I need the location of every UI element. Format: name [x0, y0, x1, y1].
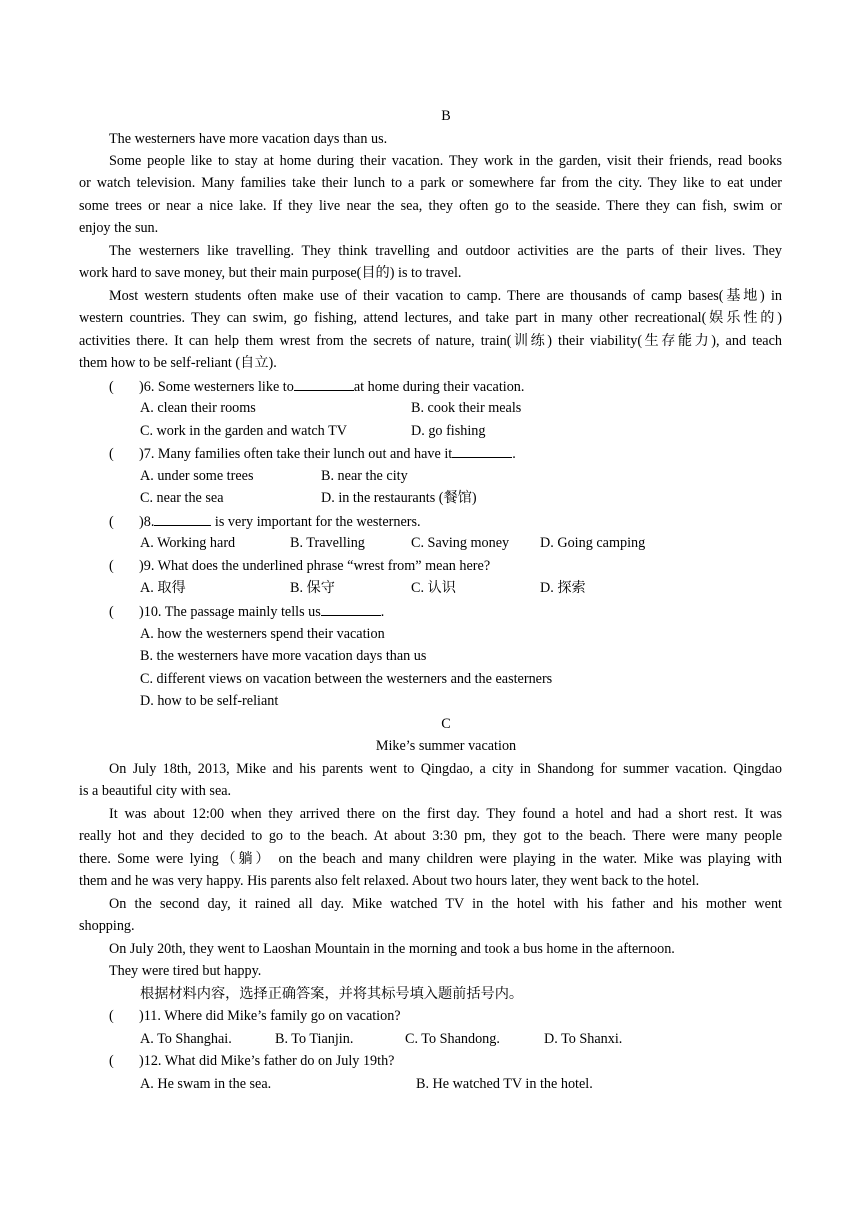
section-c-title: Mike’s summer vacation — [375, 738, 517, 754]
question-11-stem: ( )11. Where did Mike’s family go on vacation? — [109, 1008, 401, 1024]
section-b-paragraph-2-line: or watch television. Many families take their lunch to a park or somewhere far from the city. They like to eat under — [79, 175, 782, 191]
question-10-stem: ( )10. The passage mainly tells us . — [109, 601, 384, 622]
question-6-option-d: D. go fishing — [411, 423, 486, 439]
question-6-option-b: B. cook their meals — [411, 400, 522, 416]
section-c-paragraph-1-line: On July 18th, 2013, Mike and his parents went to Qingdao, a city in Shandong for summer vacation. Qingdao — [109, 761, 782, 777]
question-8-option-d: D. Going camping — [540, 535, 646, 551]
answer-blank — [321, 601, 381, 616]
question-11-option-c: C. To Shandong. — [405, 1031, 500, 1047]
section-c-paragraph-2-line: them and he was very happy. His parents also felt relaxed. About two hours later, they went back to the hotel. — [79, 873, 700, 889]
section-b-heading: B — [441, 108, 451, 124]
question-7-option-c: C. near the sea — [140, 490, 224, 506]
section-c-paragraph-5: They were tired but happy. — [109, 963, 262, 979]
question-9-option-c: C. 认识 — [411, 580, 456, 596]
question-7-option-a: A. under some trees — [140, 468, 254, 484]
question-10-option-b: B. the westerners have more vacation days than us — [140, 648, 427, 664]
question-11-option-a: A. To Shanghai. — [140, 1031, 232, 1047]
answer-blank — [154, 511, 211, 526]
section-b-paragraph-4-line: them how to be self-reliant (自立). — [79, 355, 277, 371]
answer-paren: ( — [109, 379, 114, 395]
section-c-paragraph-3-line: On the second day, it rained all day. Mike watched TV in the hotel with his father and his mother went — [109, 896, 782, 912]
question-8-stem: ( )8. is very important for the westerners. — [109, 511, 421, 532]
question-7-stem: ( )7. Many families often take their lunch out and have it . — [109, 443, 516, 464]
question-11-option-b: B. To Tianjin. — [275, 1031, 354, 1047]
section-b-paragraph-3-line: The westerners like travelling. They think travelling and outdoor activities are the parts of their lives. They — [109, 243, 782, 259]
section-b-paragraph-4-line: activities there. It can help them wrest from the secrets of nature, train(训练) their viability(生存能力), and teach — [79, 333, 782, 349]
section-b-paragraph-4-line: western countries. They can swim, go fishing, attend lectures, and take part in many other recreational(娱乐性的) — [79, 310, 782, 326]
section-b-paragraph-2-line: Some people like to stay at home during their vacation. They work in the garden, visit their friends, read books — [109, 153, 782, 169]
answer-paren: ( — [109, 558, 114, 574]
question-11-option-d: D. To Shanxi. — [544, 1031, 623, 1047]
section-b-paragraph-1: The westerners have more vacation days than us. — [109, 131, 388, 147]
section-c-paragraph-2-line: It was about 12:00 when they arrived there on the first day. They found a hotel and had a short rest. It was — [109, 806, 782, 822]
question-6-stem: ( )6. Some westerners like to at home during their vacation. — [109, 376, 524, 397]
question-9-option-a: A. 取得 — [140, 580, 186, 596]
section-b-paragraph-4-line: Most western students often make use of their vacation to camp. There are thousands of camp bases(基地) in — [109, 288, 782, 304]
question-12-option-a: A. He swam in the sea. — [140, 1076, 272, 1092]
question-10-option-c: C. different views on vacation between the westerners and the easterners — [140, 671, 553, 687]
section-c-paragraph-2-line: really hot and they decided to go to the beach. At about 3:30 pm, they got to the beach. There were many people — [79, 828, 782, 844]
section-b-paragraph-3-line: work hard to save money, but their main purpose(目的) is to travel. — [79, 265, 462, 281]
section-c-heading: C — [441, 716, 451, 732]
question-6-option-c: C. work in the garden and watch TV — [140, 423, 347, 439]
question-9-option-d: D. 探索 — [540, 580, 586, 596]
answer-paren: ( — [109, 604, 114, 620]
question-7-option-d: D. in the restaurants (餐馆) — [321, 490, 477, 506]
answer-paren: ( — [109, 1008, 114, 1024]
question-12-option-b: B. He watched TV in the hotel. — [416, 1076, 593, 1092]
question-9-stem: ( )9. What does the underlined phrase “wrest from” mean here? — [109, 558, 491, 574]
section-c-paragraph-1-line: is a beautiful city with sea. — [79, 783, 232, 799]
answer-blank — [452, 443, 512, 458]
question-8-option-c: C. Saving money — [411, 535, 510, 551]
question-10-option-a: A. how the westerners spend their vacation — [140, 626, 385, 642]
section-b-paragraph-2-line: enjoy the sun. — [79, 220, 159, 236]
answer-blank — [294, 376, 354, 391]
question-6-option-a: A. clean their rooms — [140, 400, 256, 416]
question-10-option-d: D. how to be self-reliant — [140, 693, 279, 709]
answer-paren: ( — [109, 1053, 114, 1069]
question-7-option-b: B. near the city — [321, 468, 408, 484]
answer-paren: ( — [109, 514, 114, 530]
section-c-paragraph-2-line: there. Some were lying（躺） on the beach and many children were playing in the water. Mike was playing with — [79, 851, 782, 867]
section-c-instruction: 根据材料内容，选择正确答案，并将其标号填入题前括号内。 — [140, 986, 524, 1002]
section-b-paragraph-2-line: some trees or near a nice lake. If they live near the sea, they often go to the seaside. There they can fish, swim or — [79, 198, 782, 214]
question-8-option-a: A. Working hard — [140, 535, 236, 551]
question-9-option-b: B. 保守 — [290, 580, 335, 596]
section-c-paragraph-4: On July 20th, they went to Laoshan Mountain in the morning and took a bus home in the afternoon. — [109, 941, 675, 957]
answer-paren: ( — [109, 446, 114, 462]
question-12-stem: ( )12. What did Mike’s father do on July 19th? — [109, 1053, 395, 1069]
question-8-option-b: B. Travelling — [290, 535, 365, 551]
section-c-paragraph-3-line: shopping. — [79, 918, 135, 934]
